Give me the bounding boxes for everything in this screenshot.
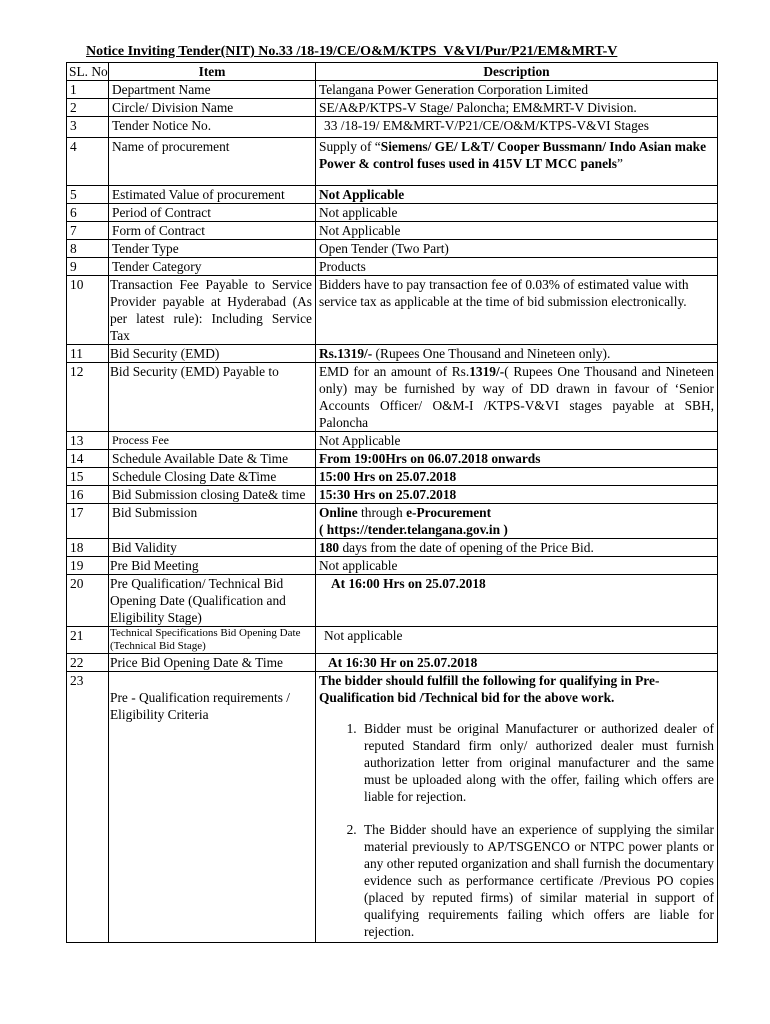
row-item: Bid Security (EMD) bbox=[109, 345, 316, 363]
row-description: Open Tender (Two Part) bbox=[316, 240, 718, 258]
row-item: Tender Category bbox=[109, 258, 316, 276]
row-number: 5 bbox=[67, 186, 109, 204]
row-item: Period of Contract bbox=[109, 204, 316, 222]
row-item: Department Name bbox=[109, 81, 316, 99]
table-row bbox=[67, 117, 718, 138]
tender-portal-url: ( https://tender.telangana.gov.in ) bbox=[319, 522, 508, 537]
row-number: 4 bbox=[67, 138, 109, 186]
table-row bbox=[67, 240, 718, 258]
row-item: Tender Notice No. bbox=[109, 117, 316, 138]
table-row bbox=[67, 363, 718, 432]
row-number: 6 bbox=[67, 204, 109, 222]
table-row bbox=[67, 450, 718, 468]
qualification-intro: The bidder should fulfill the following for qualifying in Pre-Qualification bid /Technical bid for the above work. bbox=[319, 673, 660, 705]
row-number: 2 bbox=[67, 99, 109, 117]
row-item: Bid Submission closing Date& time bbox=[109, 486, 316, 504]
table-row bbox=[67, 468, 718, 486]
table-row bbox=[67, 486, 718, 504]
desc-prefix: EMD for an amount of Rs. bbox=[319, 364, 470, 379]
row-number: 22 bbox=[67, 654, 109, 672]
row-number: 17 bbox=[67, 504, 109, 539]
procurement-name: Siemens/ GE/ L&T/ Cooper Bussmann/ Indo Asian make Power & control fuses used in 415V LT MCC panels bbox=[319, 139, 707, 171]
table-row bbox=[67, 432, 718, 450]
row-description bbox=[316, 138, 718, 186]
header-item: Item bbox=[109, 63, 316, 81]
desc-suffix: (Rupees One Thousand and Nineteen only). bbox=[372, 346, 611, 361]
requirements-list bbox=[319, 720, 714, 940]
table-row bbox=[67, 539, 718, 557]
row-description bbox=[316, 345, 718, 363]
table-row bbox=[67, 222, 718, 240]
desc-middle: through bbox=[357, 505, 407, 520]
row-number: 3 bbox=[67, 117, 109, 138]
table-row bbox=[67, 504, 718, 539]
table-row bbox=[67, 654, 718, 672]
row-item: Pre Qualification/ Technical Bid Opening Date (Qualification and Eligibility Stage) bbox=[109, 575, 316, 627]
table-row bbox=[67, 81, 718, 99]
table-row bbox=[67, 557, 718, 575]
row-description: Bidders have to pay transaction fee of 0.03% of estimated value with service tax as applicable at the time of bid submission electronically. bbox=[316, 276, 718, 345]
table-row bbox=[67, 204, 718, 222]
list-item: 2. The Bidder should have an experience of supplying the similar material previously to AP/TSGENCO or NTPC power plants or any other reputed organization and shall furnish the documentary evidence such as performance certificate /Previous PO copies (placed by reputed firms) of similar material in support of qualifying requirements failing which offers are liable for rejection. bbox=[360, 821, 714, 940]
row-description: 15:00 Hrs on 25.07.2018 bbox=[316, 468, 718, 486]
row-item: Bid Validity bbox=[109, 539, 316, 557]
row-item: Bid Security (EMD) Payable to bbox=[109, 363, 316, 432]
row-item: Estimated Value of procurement bbox=[109, 186, 316, 204]
table-header-row bbox=[67, 63, 718, 81]
row-number: 14 bbox=[67, 450, 109, 468]
row-description: Not applicable bbox=[316, 627, 718, 654]
row-item: Circle/ Division Name bbox=[109, 99, 316, 117]
row-number: 10 bbox=[67, 276, 109, 345]
table-row bbox=[67, 627, 718, 654]
emd-amount: Rs.1319/- bbox=[319, 346, 373, 361]
row-description: At 16:00 Hrs on 25.07.2018 bbox=[316, 575, 718, 627]
table-row bbox=[67, 138, 718, 186]
row-item: Bid Submission bbox=[109, 504, 316, 539]
row-number: 8 bbox=[67, 240, 109, 258]
row-number: 16 bbox=[67, 486, 109, 504]
row-description bbox=[316, 539, 718, 557]
row-number: 23 bbox=[67, 672, 109, 943]
row-item: Schedule Available Date & Time bbox=[109, 450, 316, 468]
row-number: 15 bbox=[67, 468, 109, 486]
desc-suffix: days from the date of opening of the Price Bid. bbox=[339, 540, 594, 555]
table-row bbox=[67, 672, 718, 943]
row-description: Telangana Power Generation Corporation Limited bbox=[316, 81, 718, 99]
row-description: SE/A&P/KTPS-V Stage/ Paloncha; EM&MRT-V Division. bbox=[316, 99, 718, 117]
row-item: Transaction Fee Payable to Service Provider payable at Hyderabad (As per latest rule): Including Service Tax bbox=[109, 276, 316, 345]
table-row bbox=[67, 276, 718, 345]
row-number: 21 bbox=[67, 627, 109, 654]
bid-channel: e-Procurement bbox=[406, 505, 492, 520]
table-row bbox=[67, 186, 718, 204]
row-item: Name of procurement bbox=[109, 138, 316, 186]
row-number: 11 bbox=[67, 345, 109, 363]
row-item: Pre Bid Meeting bbox=[109, 557, 316, 575]
row-description bbox=[316, 363, 718, 432]
row-number: 12 bbox=[67, 363, 109, 432]
nit-title: Notice Inviting Tender(NIT) No.33 /18-19/CE/O&M/KTPS_V&VI/Pur/P21/EM&MRT-V bbox=[86, 44, 618, 59]
row-description: Not Applicable bbox=[316, 222, 718, 240]
row-number: 7 bbox=[67, 222, 109, 240]
table-row bbox=[67, 99, 718, 117]
header-description: Description bbox=[316, 63, 718, 81]
row-number: 13 bbox=[67, 432, 109, 450]
validity-days: 180 bbox=[319, 540, 340, 555]
table-row bbox=[67, 575, 718, 627]
row-description: Not applicable bbox=[316, 204, 718, 222]
row-number: 9 bbox=[67, 258, 109, 276]
row-number: 19 bbox=[67, 557, 109, 575]
row-description bbox=[316, 504, 718, 539]
row-item: Form of Contract bbox=[109, 222, 316, 240]
table-row bbox=[67, 345, 718, 363]
desc-suffix: ( Rupees One Thousand and Nineteen only) may be furnished by way of DD drawn in favour of ‘Senior Accounts Officer/ O&M-I /KTPS-V&VI stages payable at SBH, Paloncha bbox=[319, 364, 714, 430]
header-sl-no: SL. No bbox=[67, 63, 109, 81]
row-description: From 19:00Hrs on 06.07.2018 onwards bbox=[316, 450, 718, 468]
row-item: Technical Specifications Bid Opening Date (Technical Bid Stage) bbox=[109, 627, 316, 654]
row-description: Not applicable bbox=[316, 557, 718, 575]
row-description bbox=[316, 672, 718, 943]
row-description: Not Applicable bbox=[316, 432, 718, 450]
tender-details-table bbox=[66, 62, 718, 943]
row-number: 1 bbox=[67, 81, 109, 99]
row-description: 15:30 Hrs on 25.07.2018 bbox=[316, 486, 718, 504]
row-item: Price Bid Opening Date & Time bbox=[109, 654, 316, 672]
desc-prefix: Supply of “ bbox=[319, 139, 381, 154]
row-description: At 16:30 Hr on 25.07.2018 bbox=[316, 654, 718, 672]
emd-amount: 1319/- bbox=[469, 364, 505, 379]
list-item: 1. Bidder must be original Manufacturer or authorized dealer of reputed Standard firm only/ authorized dealer must furnish authorization letter from original manufacturer and the same must be uploaded along with the offer, failing which offers are liable for rejection. bbox=[360, 720, 714, 805]
row-item: Tender Type bbox=[109, 240, 316, 258]
row-item: Pre - Qualification requirements / Eligibility Criteria bbox=[109, 672, 316, 943]
row-number: 18 bbox=[67, 539, 109, 557]
row-item: Process Fee bbox=[109, 432, 316, 450]
row-item: Schedule Closing Date &Time bbox=[109, 468, 316, 486]
row-number: 20 bbox=[67, 575, 109, 627]
desc-suffix: ” bbox=[616, 156, 623, 171]
row-description: Not Applicable bbox=[316, 186, 718, 204]
table-row bbox=[67, 258, 718, 276]
row-description: 33 /18-19/ EM&MRT-V/P21/CE/O&M/KTPS-V&VI Stages bbox=[316, 117, 718, 138]
bid-mode: Online bbox=[319, 505, 358, 520]
row-description: Products bbox=[316, 258, 718, 276]
